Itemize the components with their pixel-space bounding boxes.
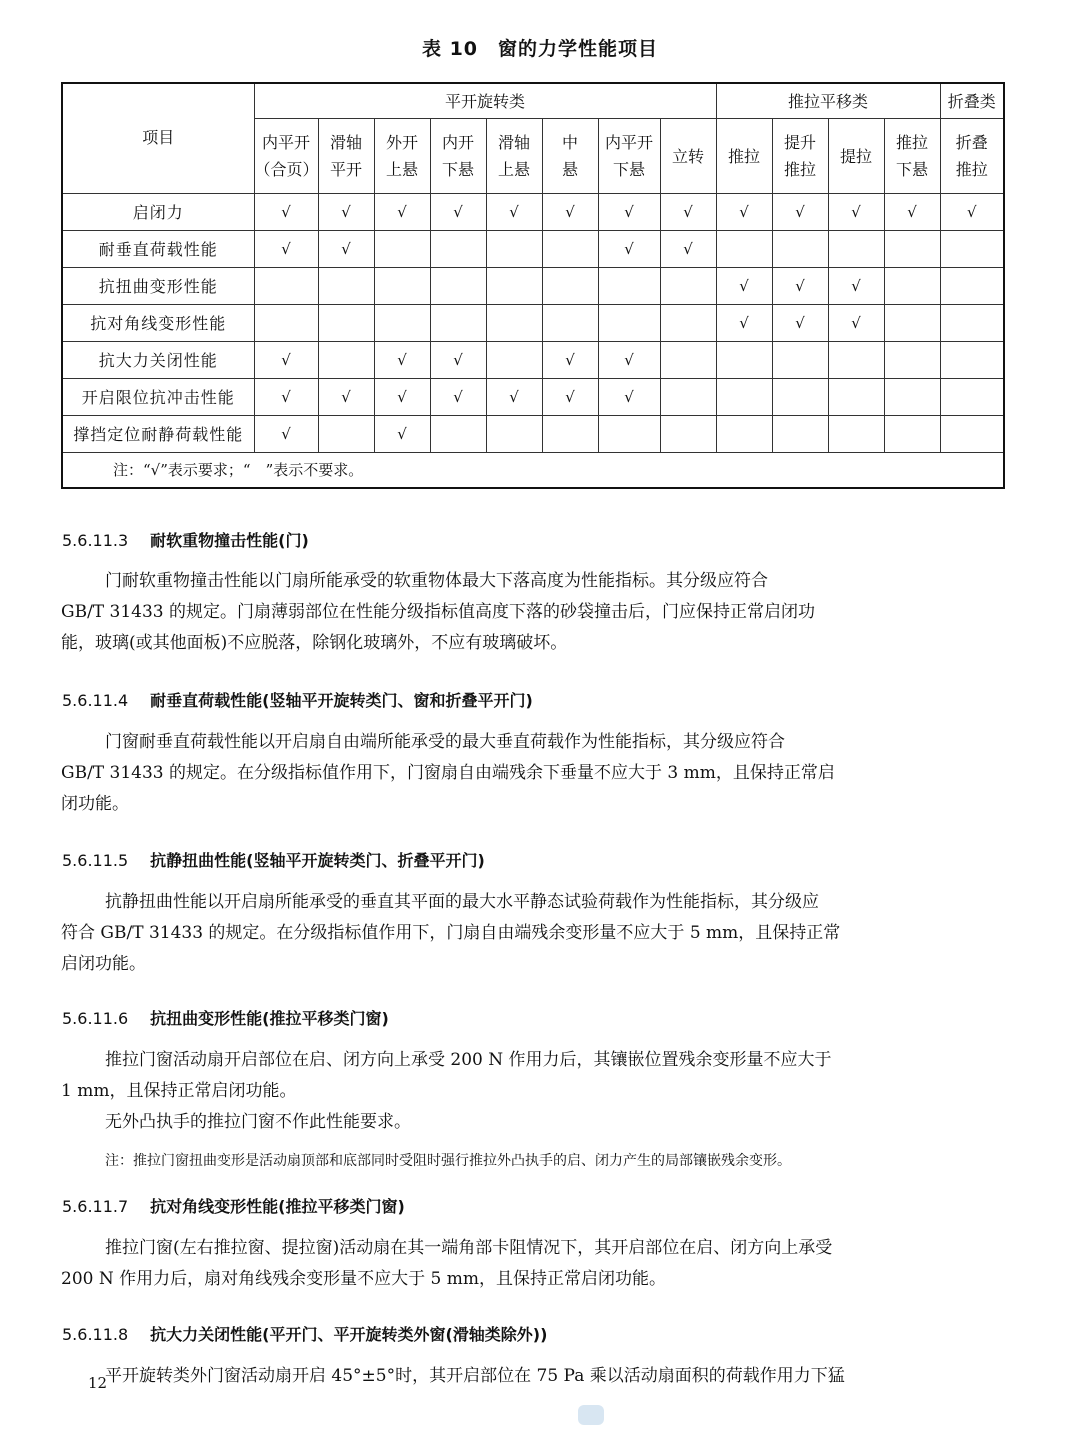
- table-cell: [374, 231, 430, 268]
- table-cell: [772, 416, 828, 453]
- row-label: 开启限位抗冲击性能: [62, 379, 254, 416]
- column-header: [772, 119, 828, 194]
- table-cell: √: [254, 194, 318, 231]
- group-header: 平开旋转类: [254, 83, 716, 119]
- text-line: GB/T 31433 的规定。在分级指标值作用下，门窗扇自由端残余下垂量不应大于 3 mm，且保持正常启: [61, 763, 835, 783]
- table-cell: √: [542, 379, 598, 416]
- table-cell: √: [772, 194, 828, 231]
- table-cell: [828, 231, 884, 268]
- section-title: 抗扭曲变形性能(推拉平移类门窗): [150, 1009, 389, 1028]
- section-title: 抗静扭曲性能(竖轴平开旋转类门、折叠平开门): [150, 851, 485, 870]
- table-cell: [772, 342, 828, 379]
- table-cell: √: [430, 194, 486, 231]
- table-cell: √: [940, 194, 1004, 231]
- column-header: [828, 119, 884, 194]
- text-line: 启闭功能。: [61, 954, 146, 974]
- table-cell: √: [828, 194, 884, 231]
- table-cell: [318, 305, 374, 342]
- text-line: 200 N 作用力后，扇对角线残余变形量不应大于 5 mm，且保持正常启闭功能。: [61, 1269, 666, 1289]
- text-line: 能，玻璃(或其他面板)不应脱落，除钢化玻璃外，不应有玻璃破坏。: [61, 633, 568, 653]
- table-cell: [940, 231, 1004, 268]
- table-cell: [374, 268, 430, 305]
- section-paragraph: [61, 887, 1001, 980]
- table-cell: √: [254, 416, 318, 453]
- table-cell: [430, 416, 486, 453]
- table-cell: √: [318, 231, 374, 268]
- table-cell: √: [716, 194, 772, 231]
- table-cell: [884, 342, 940, 379]
- table-row: [62, 305, 1004, 342]
- table-cell: [598, 416, 660, 453]
- table-cell: [318, 268, 374, 305]
- table-cell: √: [598, 379, 660, 416]
- text-line: 推拉门窗(左右推拉窗、提拉窗)活动扇在其一端角部卡阻情况下，其开启部位在启、闭方向上承受: [105, 1238, 833, 1258]
- group-header: 折叠类: [940, 83, 1004, 119]
- table-cell: [660, 416, 716, 453]
- page-number: 12: [88, 1374, 108, 1392]
- text-line: 门窗耐垂直荷载性能以开启扇自由端所能承受的最大垂直荷载作为性能指标，其分级应符合: [105, 732, 785, 752]
- section-paragraph: [61, 566, 1001, 659]
- table-cell: √: [598, 342, 660, 379]
- table-cell: [884, 268, 940, 305]
- table-cell: [660, 379, 716, 416]
- column-header: [486, 119, 542, 194]
- column-header-line: 推拉: [896, 133, 929, 152]
- column-header-line: 滑轴: [329, 133, 362, 152]
- column-header-line: （合页）: [254, 160, 319, 179]
- table-cell: [940, 416, 1004, 453]
- column-header: [884, 119, 940, 194]
- row-label: 抗大力关闭性能: [62, 342, 254, 379]
- column-header: [542, 119, 598, 194]
- table-cell: [772, 231, 828, 268]
- table-cell: [374, 305, 430, 342]
- table-cell: [430, 231, 486, 268]
- text-line: 符合 GB/T 31433 的规定。在分级指标值作用下，门扇自由端残余变形量不应大于 5 mm，且保持正常: [61, 923, 841, 943]
- column-header-line: 滑轴: [497, 133, 530, 152]
- row-label: 启闭力: [62, 194, 254, 231]
- table-cell: [660, 268, 716, 305]
- table-cell: √: [486, 379, 542, 416]
- section-heading: [62, 688, 533, 711]
- section-paragraph: [61, 1233, 1001, 1295]
- text-line: 推拉门窗活动扇开启部位在启、闭方向上承受 200 N 作用力后，其镶嵌位置残余变形量不应大于: [105, 1050, 832, 1070]
- column-header-line: 下悬: [612, 160, 645, 179]
- row-label: 抗对角线变形性能: [62, 305, 254, 342]
- section-number: 5.6.11.3: [62, 531, 129, 550]
- table-cell: √: [374, 194, 430, 231]
- table-cell: √: [430, 342, 486, 379]
- table-cell: √: [318, 379, 374, 416]
- table-cell: [940, 268, 1004, 305]
- section-heading: [62, 1194, 405, 1217]
- column-header: [940, 119, 1004, 194]
- column-header-line: 中: [561, 133, 578, 152]
- table-note: 注：“√”表示要求；“ ”表示不要求。: [62, 453, 1004, 489]
- table-cell: √: [772, 268, 828, 305]
- column-header-line: 提升: [784, 133, 817, 152]
- table-cell: √: [598, 231, 660, 268]
- table-cell: √: [542, 194, 598, 231]
- table-cell: √: [430, 379, 486, 416]
- column-header-line: 内平开: [604, 133, 653, 152]
- column-header-line: 上悬: [497, 160, 530, 179]
- column-header: [660, 119, 716, 194]
- table-cell: √: [254, 379, 318, 416]
- section-heading: [62, 848, 485, 871]
- section-title: 抗对角线变形性能(推拉平移类门窗): [150, 1197, 405, 1216]
- column-header-line: 立转: [672, 146, 705, 166]
- table-cell: [940, 379, 1004, 416]
- section-number: 5.6.11.5: [62, 851, 129, 870]
- table-cell: √: [660, 231, 716, 268]
- sac-logo-icon: [578, 1405, 604, 1425]
- table-title: 表 10 窗的力学性能项目: [421, 38, 659, 60]
- column-header: [430, 119, 486, 194]
- table-cell: √: [772, 305, 828, 342]
- table-cell: [486, 342, 542, 379]
- table-cell: [940, 342, 1004, 379]
- text-line: 闭功能。: [61, 794, 129, 814]
- column-header: [254, 119, 318, 194]
- table-row: [62, 416, 1004, 453]
- section-heading: [62, 1322, 547, 1345]
- item-header: 项目: [62, 83, 254, 194]
- section-title: 耐垂直荷载性能(竖轴平开旋转类门、窗和折叠平开门): [150, 691, 533, 710]
- row-label: 撑挡定位耐静荷载性能: [62, 416, 254, 453]
- section-title: 抗大力关闭性能(平开门、平开旋转类外窗(滑轴类除外)): [150, 1325, 548, 1344]
- table-cell: [318, 416, 374, 453]
- table-cell: [884, 305, 940, 342]
- table-cell: [716, 342, 772, 379]
- group-header: 推拉平移类: [716, 83, 940, 119]
- table-cell: √: [374, 416, 430, 453]
- table-cell: [772, 379, 828, 416]
- table-cell: [884, 231, 940, 268]
- mechanical-performance-table: [61, 82, 1005, 489]
- table-cell: √: [254, 342, 318, 379]
- table-cell: [660, 305, 716, 342]
- section-title: 耐软重物撞击性能(门): [150, 531, 309, 550]
- section-number: 5.6.11.7: [62, 1197, 129, 1216]
- text-line: 平开旋转类外门窗活动扇开启 45°±5°时，其开启部位在 75 Pa 乘以活动扇面积的荷载作用力下猛: [105, 1366, 845, 1386]
- table-cell: [486, 231, 542, 268]
- table-cell: [430, 268, 486, 305]
- section-number: 5.6.11.6: [62, 1009, 129, 1028]
- table-cell: √: [598, 194, 660, 231]
- text-line: 门耐软重物撞击性能以门扇所能承受的软重物体最大下落高度为性能指标。其分级应符合: [105, 571, 768, 591]
- section-paragraph: [61, 1361, 1001, 1392]
- column-header-line: 推拉: [784, 160, 817, 179]
- table-row: [62, 194, 1004, 231]
- table-cell: [542, 268, 598, 305]
- table-cell: √: [660, 194, 716, 231]
- table-cell: [828, 379, 884, 416]
- column-header-line: 平开: [329, 160, 362, 179]
- column-header-line: 提拉: [840, 146, 873, 166]
- column-header-line: 折叠: [955, 133, 988, 152]
- table-cell: [828, 416, 884, 453]
- table-row: [62, 379, 1004, 416]
- table-cell: √: [716, 268, 772, 305]
- column-header: [598, 119, 660, 194]
- table-cell: [254, 305, 318, 342]
- row-label: 耐垂直荷载性能: [62, 231, 254, 268]
- table-cell: √: [542, 342, 598, 379]
- column-header-line: 推拉: [955, 160, 988, 179]
- table-cell: √: [318, 194, 374, 231]
- section-heading: [62, 528, 309, 551]
- table-cell: √: [374, 379, 430, 416]
- column-header-line: 内开: [441, 133, 474, 152]
- column-header-line: 悬: [561, 160, 578, 179]
- text-line: 1 mm，且保持正常启闭功能。: [61, 1081, 297, 1101]
- section-number: 5.6.11.8: [62, 1325, 129, 1344]
- table-cell: √: [254, 231, 318, 268]
- column-header: [318, 119, 374, 194]
- table-cell: [598, 305, 660, 342]
- table-cell: [486, 305, 542, 342]
- table-cell: √: [828, 268, 884, 305]
- section-paragraph: [61, 1045, 1001, 1138]
- row-label: 抗扭曲变形性能: [62, 268, 254, 305]
- table-cell: [542, 231, 598, 268]
- text-line: 无外凸执手的推拉门窗不作此性能要求。: [105, 1112, 411, 1132]
- table-cell: [598, 268, 660, 305]
- column-header-line: 上悬: [385, 160, 418, 179]
- table-cell: [716, 231, 772, 268]
- table-cell: [828, 342, 884, 379]
- table-cell: [486, 268, 542, 305]
- column-header-line: 内平开: [261, 133, 310, 152]
- table-cell: [318, 342, 374, 379]
- table-cell: [254, 268, 318, 305]
- table-cell: [542, 416, 598, 453]
- column-header-line: 下悬: [441, 160, 474, 179]
- column-header-line: 外开: [385, 133, 418, 152]
- text-line: 抗静扭曲性能以开启扇所能承受的垂直其平面的最大水平静态试验荷载作为性能指标，其分级应: [105, 892, 819, 912]
- text-line: GB/T 31433 的规定。门扇薄弱部位在性能分级指标值高度下落的砂袋撞击后，门应保持正常启闭功: [61, 602, 816, 622]
- table-cell: [884, 416, 940, 453]
- table-row: [62, 268, 1004, 305]
- table-cell: [940, 305, 1004, 342]
- column-header: [716, 119, 772, 194]
- table-cell: [716, 379, 772, 416]
- table-cell: √: [884, 194, 940, 231]
- column-header: [374, 119, 430, 194]
- table-cell: √: [828, 305, 884, 342]
- table-row: [62, 342, 1004, 379]
- section-paragraph: [61, 727, 1001, 820]
- table-cell: [542, 305, 598, 342]
- table-cell: √: [374, 342, 430, 379]
- table-cell: √: [486, 194, 542, 231]
- section-note: 注：推拉门窗扭曲变形是活动扇顶部和底部同时受阻时强行推拉外凸执手的启、闭力产生的局部镶嵌残余变形。: [105, 1153, 791, 1169]
- table-cell: [716, 416, 772, 453]
- section-heading: [62, 1006, 389, 1029]
- column-header-line: 推拉: [728, 146, 761, 166]
- table-cell: √: [716, 305, 772, 342]
- table-cell: [884, 379, 940, 416]
- table-cell: [430, 305, 486, 342]
- table-row: [62, 231, 1004, 268]
- table-cell: [660, 342, 716, 379]
- table-cell: [486, 416, 542, 453]
- section-number: 5.6.11.4: [62, 691, 129, 710]
- column-header-line: 下悬: [896, 160, 929, 179]
